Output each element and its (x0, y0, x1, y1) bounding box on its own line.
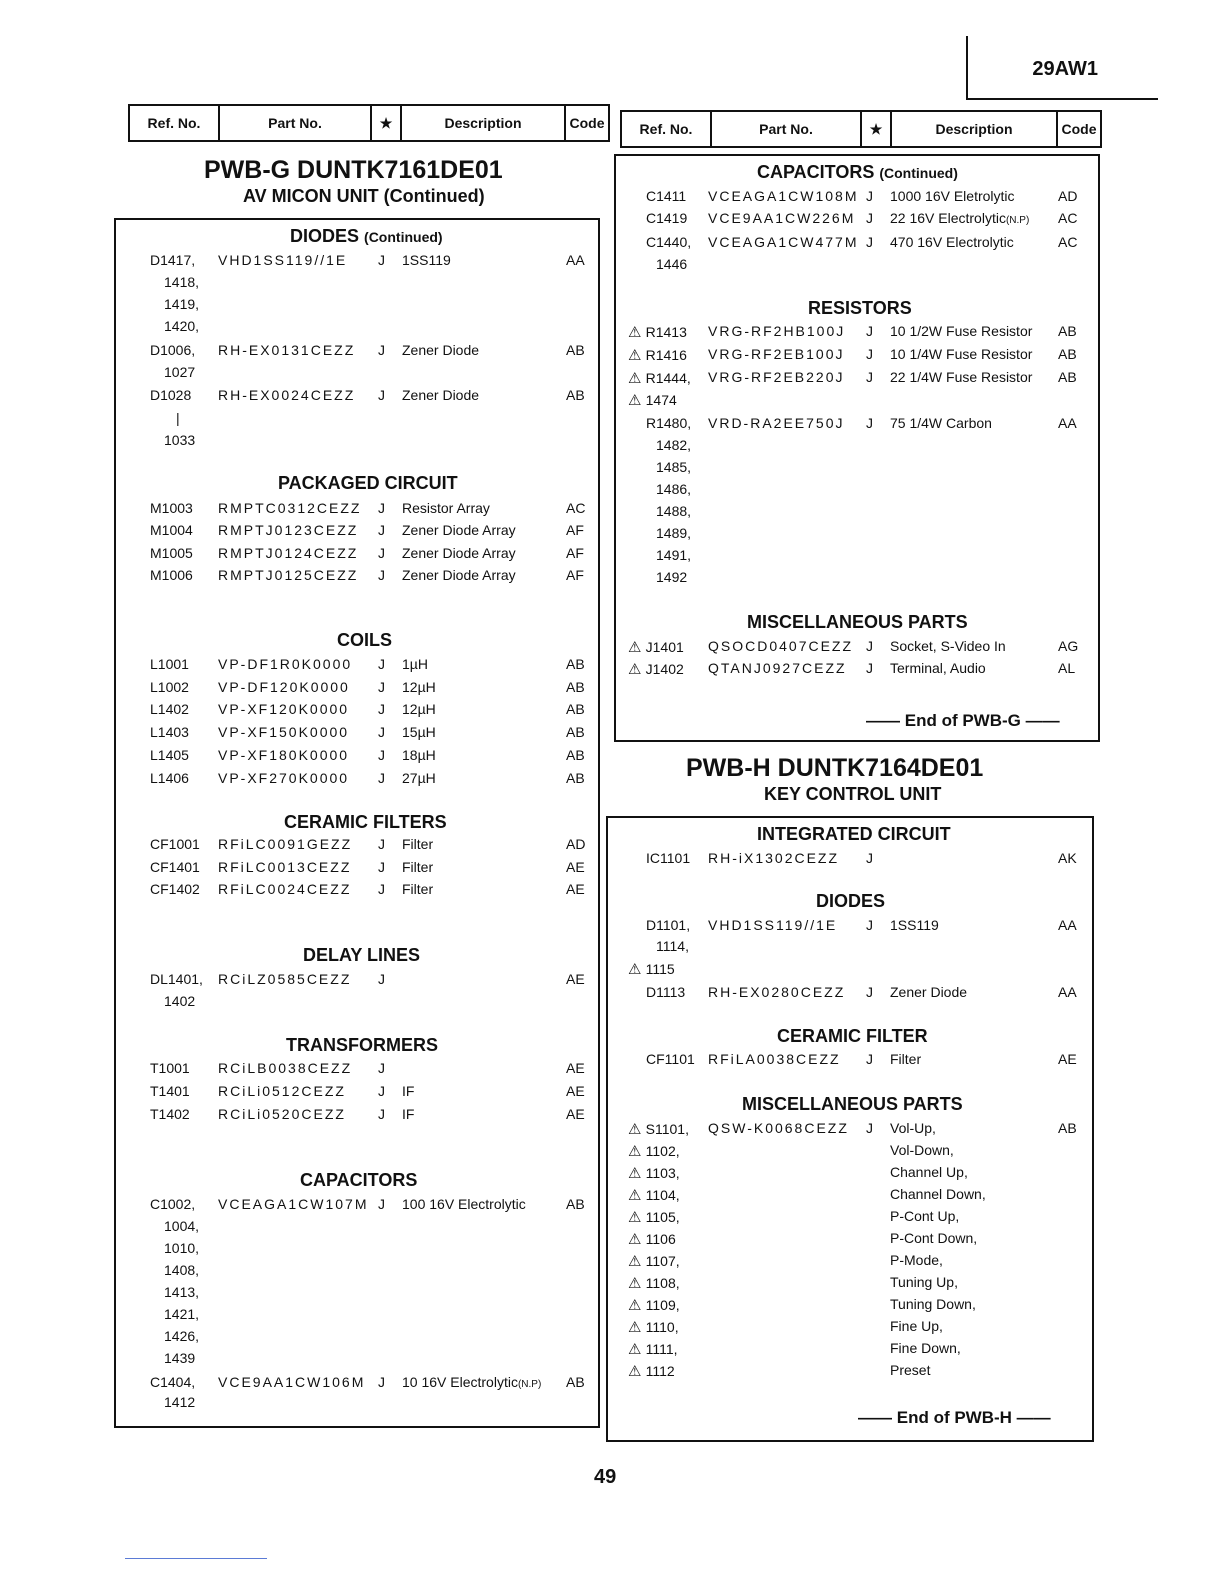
mark: J (866, 415, 873, 431)
description: IF (402, 1106, 415, 1122)
ref-no: L1403 (150, 724, 189, 740)
ref-no: R1480, (646, 415, 692, 431)
mark: J (866, 984, 873, 1000)
mark: J (378, 1196, 385, 1212)
description: 22 1/4W Fuse Resistor (890, 369, 1033, 385)
mark: J (378, 881, 385, 897)
description: 15µH (402, 724, 436, 740)
warning-triangle-icon: ⚠ (628, 1187, 646, 1204)
part-no: VP-XF270K0000 (218, 770, 350, 786)
ref-no: ⚠ S1101, (628, 1121, 689, 1138)
ref-no: IC1101 (646, 850, 691, 866)
mark: J (866, 1051, 873, 1067)
ref-no: T1401 (150, 1083, 190, 1099)
ref-no: ⚠ 1115 (628, 961, 675, 978)
code: AG (1058, 638, 1079, 654)
part-no: QTANJ0927CEZZ (708, 660, 847, 676)
code: AB (1058, 323, 1077, 339)
section-coils: COILS (337, 630, 393, 650)
ref-no: 1413, (164, 1284, 200, 1300)
section-packaged-circuit: PACKAGED CIRCUIT (278, 473, 458, 493)
code: AA (566, 252, 585, 268)
code: AE (566, 1106, 585, 1122)
code: AB (566, 342, 585, 358)
code: AB (566, 679, 585, 695)
description: Channel Down, (890, 1186, 986, 1202)
model-box (966, 36, 1158, 100)
part-no: VCEAGA1CW107M (218, 1196, 369, 1212)
warning-triangle-icon: ⚠ (628, 1363, 646, 1380)
description: Filter (402, 881, 434, 897)
ref-no: 1491, (656, 547, 692, 563)
right-table-header (620, 110, 1100, 148)
mark: J (378, 387, 385, 403)
ref-no: 1010, (164, 1240, 200, 1256)
ref-no: 1418, (164, 274, 200, 290)
description: Vol-Down, (890, 1142, 954, 1158)
code: AA (1058, 415, 1077, 431)
part-no: RH-iX1302CEZZ (708, 850, 840, 866)
ref-no: ⚠ 1103, (628, 1165, 680, 1182)
description: 22 16V Electrolytic(N.P) (890, 210, 1030, 226)
warning-triangle-icon: ⚠ (628, 1275, 646, 1292)
warning-triangle-icon: ⚠ (628, 1165, 646, 1182)
mark: J (378, 836, 385, 852)
section-ceramic-filters: CERAMIC FILTERS (284, 812, 447, 832)
ref-no: CF1401 (150, 859, 200, 875)
warning-triangle-icon: ⚠ (628, 961, 646, 978)
part-no: VP-XF180K0000 (218, 747, 350, 763)
part-no: VRD-RA2EE750J (708, 415, 845, 431)
code: AB (566, 1196, 585, 1212)
ref-no: 1421, (164, 1306, 200, 1322)
description: 10 1/4W Fuse Resistor (890, 346, 1033, 362)
part-no: RCiLZ0585CEZZ (218, 971, 352, 987)
ref-no: C1002, (150, 1196, 196, 1212)
description: 1µH (402, 656, 428, 672)
code: AB (566, 747, 585, 763)
description: Resistor Array (402, 500, 490, 516)
ref-no: 1446 (656, 256, 688, 272)
description: Tuning Up, (890, 1274, 958, 1290)
part-no: VCE9AA1CW106M (218, 1374, 366, 1390)
ref-no: C1411 (646, 188, 687, 204)
ref-no: C1404, (150, 1374, 196, 1390)
ref-no: DL1401, (150, 971, 203, 987)
ref-no: 1408, (164, 1262, 200, 1278)
description: P-Cont Up, (890, 1208, 960, 1224)
part-no: QSOCD0407CEZZ (708, 638, 854, 654)
mark: J (866, 1120, 873, 1136)
code: AA (1058, 984, 1077, 1000)
description: Fine Up, (890, 1318, 943, 1334)
ref-no: 1420, (164, 318, 200, 334)
ref-no: ⚠ J1401 (628, 639, 684, 656)
header-star: ★ (370, 104, 402, 142)
code: AE (566, 1083, 585, 1099)
mark: J (378, 252, 385, 268)
ref-no: D1028 (150, 387, 192, 403)
pwb-h-subtitle: KEY CONTROL UNIT (764, 784, 942, 804)
code: AE (566, 859, 585, 875)
warning-triangle-icon: ⚠ (628, 347, 646, 364)
description: 470 16V Electrolytic (890, 234, 1014, 250)
description: Zener Diode (402, 342, 480, 358)
code: AE (566, 971, 585, 987)
ref-no: ⚠ J1402 (628, 661, 684, 678)
pwb-h-title: PWB-H DUNTK7164DE01 (686, 754, 984, 782)
description: IF (402, 1083, 415, 1099)
description: 100 16V Electrolytic (402, 1196, 526, 1212)
ref-no: D1113 (646, 984, 686, 1000)
ref-no: 1419, (164, 296, 200, 312)
ref-no: 1402 (164, 993, 196, 1009)
part-no: VCE9AA1CW226M (708, 210, 856, 226)
part-no: RCiLi0520CEZZ (218, 1106, 346, 1122)
mark: J (378, 1083, 385, 1099)
part-no: RMPTJ0124CEZZ (218, 545, 359, 561)
ref-no: ⚠ 1110, (628, 1319, 679, 1336)
warning-triangle-icon: ⚠ (628, 1209, 646, 1226)
warning-triangle-icon: ⚠ (628, 370, 646, 387)
ref-no: ⚠ 1107, (628, 1253, 680, 1270)
ref-no: T1402 (150, 1106, 190, 1122)
mark: J (866, 323, 873, 339)
ref-no: ⚠ 1111, (628, 1341, 678, 1358)
code: AF (566, 567, 584, 583)
mark: J (378, 724, 385, 740)
warning-triangle-icon: ⚠ (628, 661, 646, 678)
part-no: VCEAGA1CW477M (708, 234, 859, 250)
ref-no: 1488, (656, 503, 692, 519)
end-of-pwb-g: —— End of PWB-G —— (866, 711, 1060, 730)
part-no: VHD1SS119//1E (218, 252, 348, 268)
part-no: RFiLC0024CEZZ (218, 881, 352, 897)
header-part: Part No. (710, 110, 862, 148)
description: Socket, S-Video In (890, 638, 1006, 654)
ref-no: L1001 (150, 656, 189, 672)
mark: J (866, 850, 873, 866)
description: Preset (890, 1362, 931, 1378)
section-integrated-circuit: INTEGRATED CIRCUIT (757, 824, 951, 844)
description: 1SS119 (890, 917, 939, 933)
description: 10 1/2W Fuse Resistor (890, 323, 1033, 339)
mark: J (378, 859, 385, 875)
ref-no: 1492 (656, 569, 688, 585)
ref-no: ⚠ R1413 (628, 324, 687, 341)
header-ref: Ref. No. (620, 110, 712, 148)
mark: J (866, 346, 873, 362)
ref-no: ⚠ 1102, (628, 1143, 680, 1160)
mark: J (378, 770, 385, 786)
code: AB (566, 701, 585, 717)
description: Tuning Down, (890, 1296, 976, 1312)
header-ref: Ref. No. (128, 104, 220, 142)
ref-no: ⚠ 1108, (628, 1275, 680, 1292)
ref-no: L1405 (150, 747, 189, 763)
header-star: ★ (860, 110, 892, 148)
ref-no: ⚠ R1416 (628, 347, 687, 364)
section-transformers: TRANSFORMERS (286, 1035, 438, 1055)
footer-line (125, 1558, 267, 1559)
code: AD (1058, 188, 1078, 204)
header-part: Part No. (218, 104, 372, 142)
ref-no: M1006 (150, 567, 193, 583)
warning-triangle-icon: ⚠ (628, 1231, 646, 1248)
mark: J (378, 500, 385, 516)
code: AA (1058, 917, 1077, 933)
description: Fine Down, (890, 1340, 961, 1356)
mark: J (378, 679, 385, 695)
part-no: VHD1SS119//1E (708, 917, 838, 933)
header-description: Description (890, 110, 1058, 148)
description: Channel Up, (890, 1164, 968, 1180)
warning-triangle-icon: ⚠ (628, 1297, 646, 1314)
part-no: RMPTC0312CEZZ (218, 500, 362, 516)
mark: J (866, 188, 873, 204)
part-no: VRG-RF2HB100J (708, 323, 846, 339)
ref-no: ⚠ 1109, (628, 1297, 680, 1314)
ref-no: CF1101 (646, 1051, 695, 1067)
code: AB (1058, 346, 1077, 362)
section-capacitors-continued: CAPACITORS (Continued) (757, 162, 958, 182)
ref-no: 1489, (656, 525, 692, 541)
part-no: RH-EX0131CEZZ (218, 342, 356, 358)
ref-no: ⚠ R1444, (628, 370, 691, 387)
header-code: Code (1056, 110, 1102, 148)
mark: J (378, 545, 385, 561)
ref-no: 1482, (656, 437, 692, 453)
ref-no: L1406 (150, 770, 189, 786)
mark: J (378, 971, 385, 987)
ref-no: 1033 (164, 432, 196, 448)
ref-no: 1004, (164, 1218, 200, 1234)
warning-triangle-icon: ⚠ (628, 1319, 646, 1336)
ref-no: CF1402 (150, 881, 200, 897)
description: P-Cont Down, (890, 1230, 978, 1246)
mark: J (378, 701, 385, 717)
code: AF (566, 545, 584, 561)
description: 12µH (402, 701, 436, 717)
code: AB (1058, 1120, 1077, 1136)
part-no: RCiLB0038CEZZ (218, 1060, 353, 1076)
warning-triangle-icon: ⚠ (628, 324, 646, 341)
part-no: VP-XF120K0000 (218, 701, 350, 717)
code: AE (566, 1060, 585, 1076)
mark: J (866, 638, 873, 654)
ref-no: T1001 (150, 1060, 190, 1076)
section-resistors: RESISTORS (808, 298, 912, 318)
warning-triangle-icon: ⚠ (628, 639, 646, 656)
code: AC (1058, 234, 1078, 250)
section-diodes-h: DIODES (816, 891, 886, 911)
section-delay-lines: DELAY LINES (303, 945, 421, 965)
section-miscellaneous-parts: MISCELLANEOUS PARTS (747, 612, 968, 632)
mark: J (866, 917, 873, 933)
code: AB (566, 770, 585, 786)
section-capacitors: CAPACITORS (300, 1170, 418, 1190)
part-no: QSW-K0068CEZZ (708, 1120, 849, 1136)
ref-no: 1426, (164, 1328, 200, 1344)
header-code: Code (564, 104, 610, 142)
mark: J (866, 369, 873, 385)
mark: J (866, 234, 873, 250)
code: AK (1058, 850, 1077, 866)
ref-no: ⚠ 1105, (628, 1209, 680, 1226)
code: AB (566, 656, 585, 672)
ref-no: C1440, (646, 234, 692, 250)
page-number: 49 (594, 1466, 617, 1488)
description: Filter (402, 836, 434, 852)
code: AE (1058, 1051, 1077, 1067)
code: AC (566, 500, 586, 516)
section-ceramic-filter: CERAMIC FILTER (777, 1026, 928, 1046)
mark: J (378, 567, 385, 583)
description: Zener Diode (402, 387, 480, 403)
part-no: RMPTJ0125CEZZ (218, 567, 359, 583)
part-no: RFiLC0013CEZZ (218, 859, 352, 875)
ref-no: 1485, (656, 459, 692, 475)
code: AC (1058, 210, 1078, 226)
ref-no: 1412 (164, 1394, 196, 1410)
part-no: VRG-RF2EB220J (708, 369, 845, 385)
mark: J (866, 210, 873, 226)
part-no: VP-XF150K0000 (218, 724, 350, 740)
description: Filter (402, 859, 434, 875)
description: 1000 16V Eletrolytic (890, 188, 1015, 204)
code: AD (566, 836, 586, 852)
description: 12µH (402, 679, 436, 695)
header-description: Description (400, 104, 566, 142)
code: AB (1058, 369, 1077, 385)
end-of-pwb-h: —— End of PWB-H —— (858, 1408, 1051, 1427)
ref-no: ⚠ 1104, (628, 1187, 680, 1204)
warning-triangle-icon: ⚠ (628, 1143, 646, 1160)
ref-no: D1006, (150, 342, 196, 358)
ref-no: M1005 (150, 545, 193, 561)
mark: J (378, 1060, 385, 1076)
mark: J (378, 342, 385, 358)
code: AB (566, 387, 585, 403)
part-no: VRG-RF2EB100J (708, 346, 845, 362)
code: AF (566, 522, 584, 538)
warning-triangle-icon: ⚠ (628, 1253, 646, 1270)
ref-no: 1027 (164, 364, 196, 380)
description: Zener Diode Array (402, 522, 516, 538)
ref-no: ⚠ 1112 (628, 1363, 675, 1380)
ref-no: D1417, (150, 252, 196, 268)
ref-no: 1486, (656, 481, 692, 497)
warning-triangle-icon: ⚠ (628, 1121, 646, 1138)
ref-no: CF1001 (150, 836, 200, 852)
ref-no: L1402 (150, 701, 189, 717)
model-number: 29AW1 (1032, 58, 1098, 80)
ref-no: 1114, (656, 938, 689, 954)
ref-no: M1004 (150, 522, 193, 538)
ref-no: L1002 (150, 679, 189, 695)
warning-triangle-icon: ⚠ (628, 392, 646, 409)
warning-triangle-icon: ⚠ (628, 1341, 646, 1358)
code: AE (566, 881, 585, 897)
description: Filter (890, 1051, 922, 1067)
description: Zener Diode (890, 984, 968, 1000)
part-no: VCEAGA1CW108M (708, 188, 859, 204)
description: 75 1/4W Carbon (890, 415, 992, 431)
code: AB (566, 1374, 585, 1390)
pwb-g-title: PWB-G DUNTK7161DE01 (204, 156, 503, 184)
mark: J (866, 660, 873, 676)
section-miscellaneous-parts-h: MISCELLANEOUS PARTS (742, 1094, 963, 1114)
ref-no: D1101, (646, 917, 691, 933)
description: Zener Diode Array (402, 545, 516, 561)
ref-no: | (176, 410, 180, 426)
left-table-header (128, 104, 608, 142)
ref-no: 1439 (164, 1350, 196, 1366)
part-no: RFiLA0038CEZZ (708, 1051, 841, 1067)
description: Zener Diode Array (402, 567, 516, 583)
part-no: RH-EX0280CEZZ (708, 984, 846, 1000)
section-diodes: DIODES (Continued) (290, 226, 443, 246)
ref-no: ⚠ 1106 (628, 1231, 676, 1248)
description: 10 16V Electrolytic(N.P) (402, 1374, 542, 1390)
part-no: RCiLi0512CEZZ (218, 1083, 346, 1099)
non-polar-note: (N.P) (1005, 215, 1030, 226)
non-polar-note: (N.P) (517, 1379, 542, 1390)
part-no: RH-EX0024CEZZ (218, 387, 356, 403)
code: AB (566, 724, 585, 740)
pwb-g-subtitle: AV MICON UNIT (Continued) (243, 186, 485, 206)
description: Vol-Up, (890, 1120, 936, 1136)
ref-no: C1419 (646, 210, 688, 226)
mark: J (378, 656, 385, 672)
description: P-Mode, (890, 1252, 943, 1268)
mark: J (378, 1106, 385, 1122)
part-no: RMPTJ0123CEZZ (218, 522, 359, 538)
part-no: VP-DF120K0000 (218, 679, 350, 695)
part-no: VP-DF1R0K0000 (218, 656, 353, 672)
description: Terminal, Audio (890, 660, 986, 676)
description: 1SS119 (402, 252, 451, 268)
mark: J (378, 1374, 385, 1390)
ref-no: ⚠ 1474 (628, 392, 677, 409)
part-no: RFiLC0091GEZZ (218, 836, 353, 852)
description: 18µH (402, 747, 436, 763)
ref-no: M1003 (150, 500, 193, 516)
mark: J (378, 747, 385, 763)
mark: J (378, 522, 385, 538)
code: AL (1058, 660, 1076, 676)
description: 27µH (402, 770, 436, 786)
